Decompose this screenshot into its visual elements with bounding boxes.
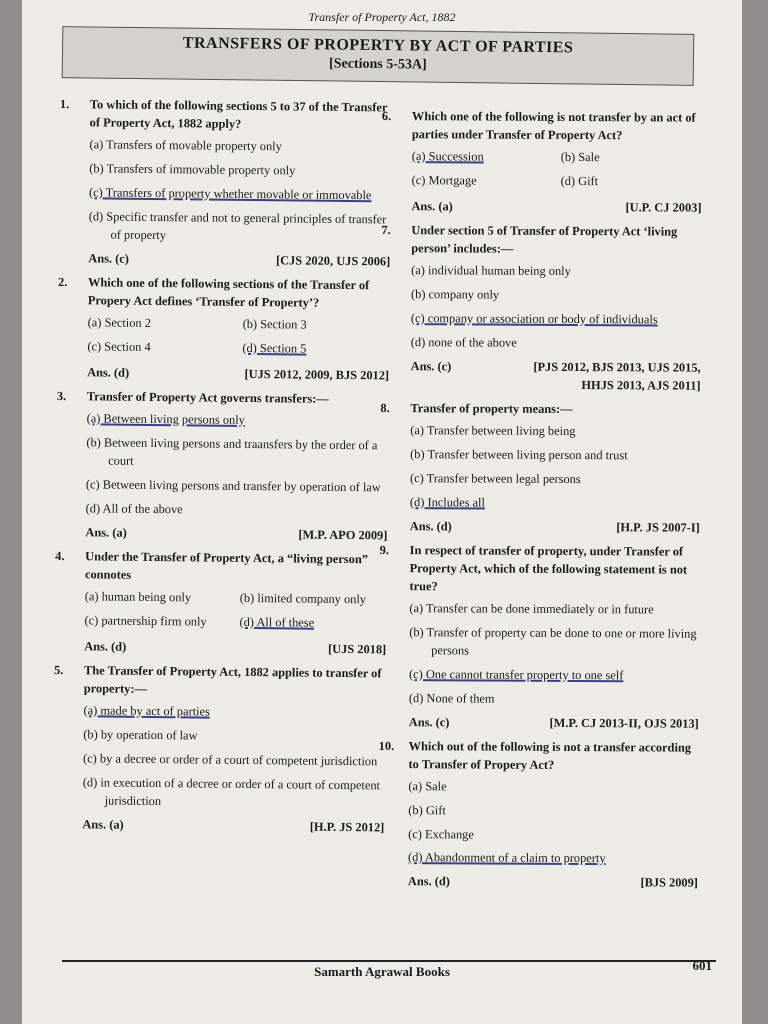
option-d: (d) none of the above	[410, 334, 517, 350]
question-text: Under the Transfer of Property Act, a “living person” connotes	[84, 548, 369, 582]
question-text: Which one of the following sections of the Transfer of Propery Act defines ‘Transfer of Property’?	[87, 275, 370, 310]
running-head: Transfer of Property Act, 1882	[308, 10, 456, 24]
answer: Ans. (d)	[407, 874, 450, 889]
option-a: (a) human being only	[84, 588, 192, 605]
question-1	[58, 96, 392, 271]
option-d-marked: (d) Includes all	[409, 494, 485, 510]
chapter-title-box	[62, 26, 695, 86]
answer-line	[87, 364, 389, 385]
answer-line	[88, 250, 390, 271]
answer: Ans. (a)	[82, 816, 124, 832]
option-a-marked: (a) Between living persons only	[86, 411, 245, 427]
option-c: (c) partnership firm only	[84, 612, 207, 629]
question-text: Transfer of Property Act governs transfers:—	[86, 389, 329, 406]
option-a: (a) Transfer between living being	[410, 422, 576, 438]
chapter-title: TRANSFERS OF PROPERTY BY ACT OF PARTIES	[182, 34, 574, 57]
option-b: (b) Between living persons and traansfers by the order of a court	[86, 435, 378, 468]
option-a-marked: (a) Succession	[411, 149, 484, 164]
option-d-marked: (d) Section 5	[242, 340, 307, 356]
option-c: (c) Transfer between legal persons	[410, 470, 581, 486]
question-text: Transfer of property means:—	[410, 400, 573, 416]
answer: Ans. (d)	[84, 638, 127, 654]
answer: Ans. (c)	[410, 358, 452, 374]
option-c-marked: (c) company or association or body of individuals	[410, 311, 658, 327]
publisher-name: Samarth Agrawal Books	[314, 964, 450, 979]
page-number: 601	[692, 958, 712, 973]
option-d-marked: (d) All of these	[239, 614, 315, 630]
options-grid	[84, 588, 386, 639]
question-9	[379, 542, 700, 734]
question-text: The Transfer of Property Act, 1882 applies to transfer of property:—	[83, 662, 382, 696]
option-b: (b) Transfer between living person and trust	[410, 446, 628, 463]
question-text: Which out of the following is not a transfer according to Transfer of Propery Act?	[408, 738, 692, 772]
option-c: (c) Mortgage	[411, 173, 477, 188]
question-8	[380, 400, 701, 538]
exam-source: [UJS 2012, 2009, BJS 2012]	[244, 366, 390, 383]
question-number: 1.	[59, 96, 70, 112]
option-d: (d) All of the above	[85, 501, 183, 517]
option-a: (a) Sale	[408, 778, 447, 793]
option-b: (b) Section 3	[242, 316, 307, 332]
question-number: 8.	[380, 400, 390, 415]
question-number: 7.	[381, 222, 391, 237]
option-a: (a) Transfer can be done immediately or in future	[409, 600, 654, 617]
option-a: (a) individual human being only	[411, 263, 571, 278]
left-column	[52, 96, 392, 843]
question-text: Under section 5 of Transfer of Property Act ‘living person’ includes:—	[411, 223, 678, 256]
question-4	[54, 548, 387, 659]
exam-source: [CJS 2020, UJS 2006]	[275, 253, 391, 269]
footer-divider	[62, 960, 716, 962]
option-b: (b) Sale	[560, 149, 600, 165]
option-d: (d) None of them	[408, 690, 495, 706]
answer-line	[410, 518, 700, 538]
answer-line	[84, 638, 386, 659]
question-text: In respect of transfer of property, under Transfer of Property Act, which of the following statement is not true?	[409, 542, 688, 593]
option-d-marked: (d) Abandonment of a claim to property	[408, 850, 606, 866]
option-c: (c) Between living persons and transfer by operation of law	[85, 477, 381, 495]
option-b: (b) limited company only	[239, 590, 367, 606]
option-b: (b) by operation of law	[83, 726, 198, 743]
question-number: 4.	[55, 548, 65, 563]
option-d: (d) Gift	[560, 173, 599, 189]
answer-line	[409, 714, 699, 734]
question-text: Which one of the following is not transfer by an act of parties under Transfer of Property Act?	[411, 109, 696, 143]
answer-line	[85, 524, 387, 545]
exam-source: [UJS 2018]	[327, 641, 387, 657]
answer: Ans. (d)	[87, 365, 130, 380]
question-number: 5.	[53, 662, 64, 677]
option-c: (c) by a decree or order of a court of competent jurisdiction	[82, 750, 378, 768]
option-c-marked: (c) Transfers of property whether movable or immovable	[88, 185, 372, 203]
option-c: (c) Section 4	[87, 339, 151, 354]
answer-line	[82, 816, 384, 837]
question-5	[52, 662, 386, 837]
exam-source: [PJS 2012, BJS 2013, UJS 2015, HHJS 2013, AJS 2011]	[533, 359, 701, 393]
question-10	[378, 738, 699, 894]
exam-source: [H.P. JS 2012]	[309, 819, 385, 834]
question-2	[57, 274, 390, 385]
answer: Ans. (c)	[88, 251, 129, 266]
option-d: (d) in execution of a decree or order of a court of competent jurisdiction	[82, 774, 381, 808]
answer: Ans. (d)	[409, 518, 452, 534]
question-7	[381, 222, 702, 396]
question-6	[381, 108, 702, 218]
chapter-sections: [Sections 5-53A]	[328, 56, 427, 73]
exam-source: [H.P. JS 2007-I]	[616, 519, 700, 535]
question-number: 9.	[379, 542, 390, 557]
answer: Ans. (c)	[408, 714, 450, 729]
book-page	[22, 0, 742, 1024]
option-c-marked: (c) One cannot transfer property to one self	[409, 666, 624, 682]
option-a: (a) Transfers of movable property only	[89, 137, 282, 154]
exam-source: [M.P. CJ 2013-II, OJS 2013]	[549, 715, 699, 731]
exam-source: [BJS 2009]	[640, 875, 698, 891]
question-number: 3.	[56, 388, 67, 403]
option-a: (a) Section 2	[87, 315, 152, 330]
option-b: (b) Transfers of immovable property only	[89, 161, 296, 178]
options-grid	[87, 314, 389, 365]
answer-line	[411, 198, 701, 218]
answer-line	[411, 358, 701, 395]
answer-line	[408, 874, 698, 894]
option-b: (b) company only	[410, 287, 500, 302]
question-number: 10.	[378, 738, 395, 753]
question-number: 6.	[381, 108, 392, 124]
exam-source: [M.P. APO 2009]	[298, 527, 388, 543]
right-column	[378, 108, 702, 899]
exam-source: [U.P. CJ 2003]	[625, 200, 702, 215]
option-b: (b) Transfer of property can be done to one or more living persons	[409, 624, 697, 658]
option-b: (b) Gift	[408, 802, 446, 817]
question-text: To which of the following sections 5 to 37 of the Transfer of Property Act, 1882 apply?	[89, 97, 388, 131]
answer: Ans. (a)	[85, 524, 127, 540]
options-grid	[412, 148, 702, 197]
question-number: 2.	[57, 274, 68, 289]
option-d: (d) Specific transfer and not to general principles of transfer of property	[88, 209, 387, 243]
option-c: (c) Exchange	[408, 826, 474, 841]
option-a-marked: (a) made by act of parties	[83, 702, 210, 719]
question-3	[55, 388, 389, 545]
answer: Ans. (a)	[411, 199, 453, 214]
